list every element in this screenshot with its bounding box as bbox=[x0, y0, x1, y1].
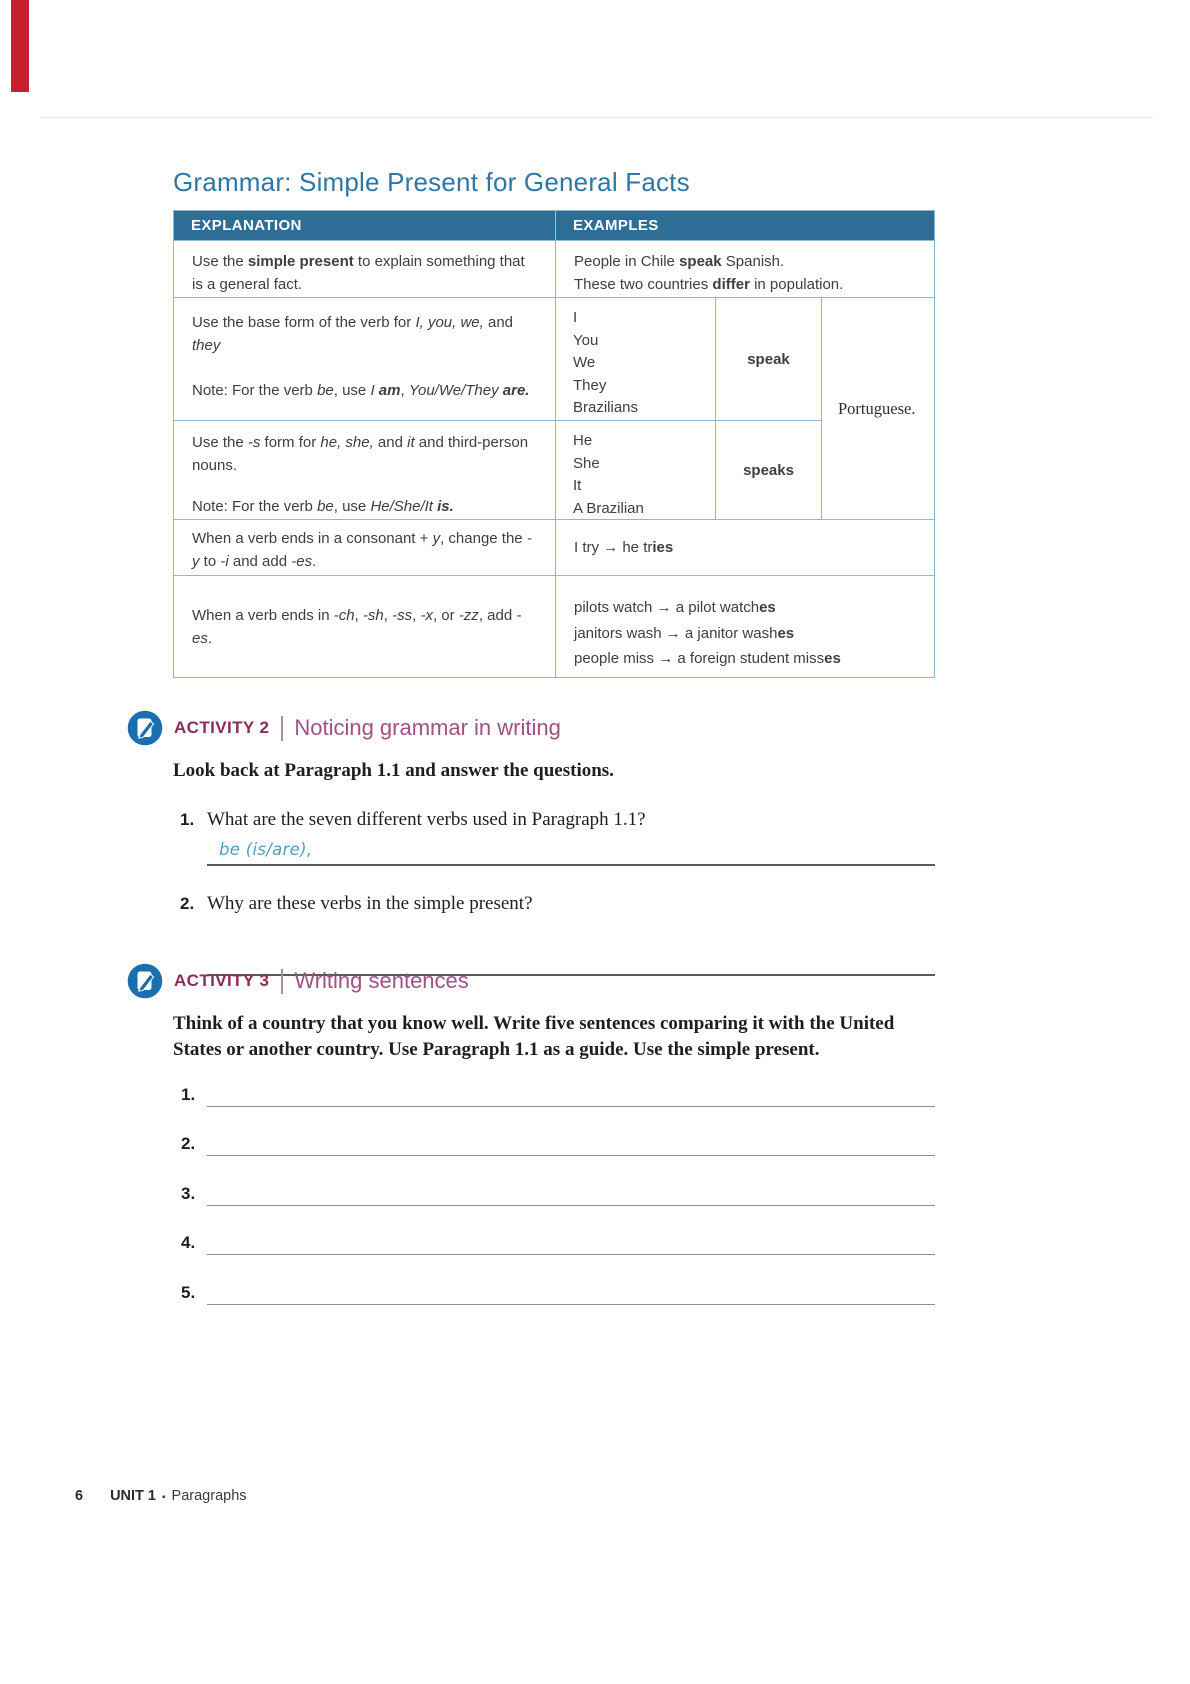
activity-2-title: Noticing grammar in writing bbox=[294, 715, 561, 740]
subject-pronoun: He bbox=[573, 432, 593, 449]
activity-2-header bbox=[127, 710, 939, 746]
explanation-text: Use the -s form for he, she, and it and third-person nouns. bbox=[192, 434, 529, 474]
sentence-line-2-number: 2. bbox=[181, 1134, 196, 1153]
sentence-line-4 bbox=[173, 1206, 939, 1256]
verb-cell-speaks: speaks bbox=[715, 420, 821, 519]
table-header-examples: EXAMPLES bbox=[555, 211, 934, 240]
question-2 bbox=[173, 892, 939, 916]
subject-pronoun: She bbox=[573, 454, 600, 472]
example-sentence: These two countries differ in population. bbox=[574, 276, 844, 293]
question-2-number: 2. bbox=[180, 894, 195, 913]
writing-activity-icon bbox=[127, 963, 163, 999]
explanation-cell-consonant-y bbox=[174, 519, 555, 575]
activity-3-header bbox=[127, 963, 939, 999]
question-1 bbox=[173, 808, 939, 832]
activity-2-body bbox=[173, 758, 939, 976]
subject-pronoun: They bbox=[573, 376, 607, 394]
example-sentence: people miss → a foreign student misses bbox=[574, 650, 841, 667]
explanation-cell-s-form bbox=[174, 420, 555, 519]
activity-3-body bbox=[173, 1011, 939, 1305]
subject-pronoun: We bbox=[573, 354, 596, 371]
question-1-number: 1. bbox=[180, 810, 195, 829]
question-2-text: Why are these verbs in the simple present? bbox=[207, 893, 533, 914]
page-number: 6 bbox=[75, 1488, 84, 1504]
examples-cell-general-fact bbox=[555, 240, 934, 297]
example-sentence: People in Chile speak Spanish. bbox=[574, 253, 785, 270]
sentence-line-1-rule[interactable] bbox=[207, 1106, 935, 1107]
activity-2-section bbox=[127, 710, 939, 976]
sentence-line-3-number: 3. bbox=[181, 1183, 196, 1203]
writing-activity-icon bbox=[127, 710, 163, 746]
header-divider-rule bbox=[40, 117, 1153, 118]
explanation-note: Note: For the verb be, use I am, You/We/They are. bbox=[192, 382, 530, 399]
verb-cell-speak: speak bbox=[715, 297, 821, 420]
subject-pronoun: Brazilians bbox=[573, 399, 639, 416]
activity-3-title: Writing sentences bbox=[294, 968, 469, 993]
table-header-explanation: EXPLANATION bbox=[174, 211, 555, 240]
subjects-cell-singular bbox=[555, 420, 715, 519]
subjects-cell-plural bbox=[555, 297, 715, 420]
sentence-line-5-number: 5. bbox=[181, 1282, 196, 1302]
explanation-text: When a verb ends in -ch, -sh, -ss, -x, or -zz, add -es. bbox=[192, 607, 522, 647]
sentence-lines bbox=[173, 1057, 939, 1305]
sentence-line-5-rule[interactable] bbox=[207, 1304, 935, 1305]
example-sentence: pilots watch → a pilot watches bbox=[574, 599, 776, 616]
activity-3-instructions: Think of a country that you know well. Write five sentences comparing it with the United States or another country. Use Paragraph 1.1 as a guide. Use the simple present. bbox=[173, 1013, 895, 1060]
sentence-line-1-number: 1. bbox=[181, 1084, 196, 1104]
grammar-table bbox=[173, 210, 935, 678]
object-cell-portuguese: Portuguese. bbox=[821, 297, 934, 519]
examples-cell-es-endings bbox=[555, 575, 934, 677]
subject-pronoun: It bbox=[573, 477, 582, 494]
sentence-line-2-rule[interactable] bbox=[207, 1155, 935, 1156]
question-1-answer-text: be (is/are), bbox=[219, 840, 313, 859]
explanation-cell-ch-sh bbox=[174, 575, 555, 677]
explanation-text: When a verb ends in a consonant + y, change the -y to -i and add -es. bbox=[192, 530, 532, 570]
example-sentence: I try → he tries bbox=[574, 539, 674, 556]
explanation-text: Use the base form of the verb for I, you, we, and they bbox=[192, 314, 514, 354]
footer-bullet: ▪ bbox=[162, 1492, 166, 1503]
activity-3-section bbox=[127, 963, 939, 1305]
explanation-text: Use the simple present to explain something that is a general fact. bbox=[192, 253, 525, 293]
explanation-note: Note: For the verb be, use He/She/It is. bbox=[192, 498, 454, 515]
subject-pronoun: You bbox=[573, 331, 599, 349]
sentence-line-4-number: 4. bbox=[181, 1233, 196, 1252]
sentence-line-1 bbox=[173, 1057, 939, 1107]
examples-cell-tries bbox=[555, 519, 934, 575]
question-1-text: What are the seven different verbs used in Paragraph 1.1? bbox=[207, 809, 646, 830]
grammar-title: Grammar: Simple Present for General Facts bbox=[173, 167, 690, 197]
activity-title-divider bbox=[281, 969, 283, 994]
section-label: Paragraphs bbox=[171, 1488, 247, 1504]
explanation-cell-general-fact bbox=[174, 240, 555, 297]
sentence-line-2 bbox=[173, 1107, 939, 1157]
page-footer bbox=[75, 1488, 247, 1504]
subject-pronoun: I bbox=[573, 309, 578, 326]
subject-pronoun: A Brazilian bbox=[573, 499, 644, 517]
explanation-cell-base-form bbox=[174, 297, 555, 420]
grammar-section bbox=[173, 168, 935, 678]
sentence-line-5 bbox=[173, 1255, 939, 1305]
page-edge-red-tab bbox=[11, 0, 29, 92]
unit-label: UNIT 1 bbox=[110, 1488, 156, 1504]
sentence-line-3-rule[interactable] bbox=[207, 1205, 935, 1206]
activity-3-badge: ACTIVITY 3 bbox=[174, 971, 270, 990]
sentence-line-4-rule[interactable] bbox=[207, 1254, 935, 1255]
example-sentence: janitors wash → a janitor washes bbox=[574, 624, 795, 642]
activity-2-instructions: Look back at Paragraph 1.1 and answer the questions. bbox=[173, 760, 614, 781]
sentence-line-3 bbox=[173, 1156, 939, 1206]
question-1-answer-line[interactable] bbox=[207, 840, 935, 866]
activity-2-badge: ACTIVITY 2 bbox=[174, 718, 270, 737]
activity-title-divider bbox=[281, 716, 283, 741]
